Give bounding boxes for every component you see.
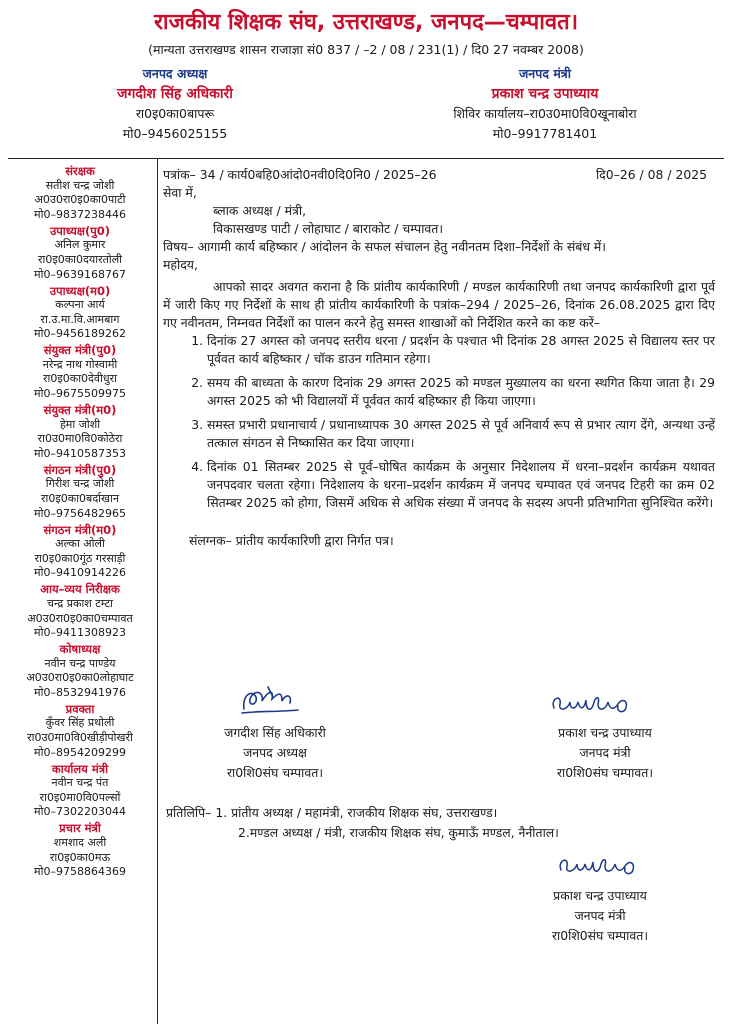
member-phone: मो0–9411308923 bbox=[34, 626, 126, 640]
member-school: रा0उ0मा0वि0खीड़ीपोखरी bbox=[27, 731, 133, 745]
member-phone: मो0–9639168767 bbox=[34, 267, 126, 281]
final-sign-org: रा0शि0संघ चम्पावत। bbox=[551, 928, 649, 943]
member-phone: मो0–9456189262 bbox=[34, 327, 126, 341]
member-name: चन्द्र प्रकाश टम्टा bbox=[47, 596, 113, 610]
secretary-signature bbox=[548, 690, 634, 718]
member-role: संगठन मंत्री(म0) bbox=[43, 522, 117, 537]
sidebar-member bbox=[6, 523, 154, 581]
member-phone: मो0–7302203044 bbox=[34, 805, 126, 819]
member-school: अ0उ0रा0इ0का0लोहाघाट bbox=[26, 671, 134, 685]
secretary-sign-org: रा0शि0संघ चम्पावत। bbox=[556, 765, 654, 780]
member-name: कुँवर सिंह प्रथोली bbox=[45, 716, 115, 730]
copy-to-line-2: 2.मण्डल अध्यक्ष / मंत्री, राजकीय शिक्षक संघ, कुमाऊँ मण्डल, नैनीताल। bbox=[238, 825, 559, 840]
member-name: हेमा जोशी bbox=[59, 417, 101, 431]
addressee-line: ब्लाक अध्यक्ष / मंत्री, bbox=[213, 203, 307, 218]
salutation: महोदय, bbox=[163, 257, 198, 272]
office-bearers-sidebar bbox=[6, 164, 154, 881]
sidebar-member bbox=[6, 702, 154, 760]
directive-item: 3. समस्त प्रभारी प्रधानाचार्य / प्रधानाध्यापक 30 अगस्त 2025 से पूर्व अनिवार्य रूप से प्रभार त्याग देंगे, अन्यथा उन्हें तत्काल संगठन से निष्कासित कर दिया जाएगा। bbox=[207, 416, 715, 452]
directive-item: 2. समय की बाध्यता के कारण दिनांक 29 अगस्त 2025 को मण्डल मुख्यालय का धरना स्थगित किया जाता है। 29 अगस्त 2025 को भी विद्यालयों में पूर्ववत कार्य बहिष्कार ही किया जाएगा। bbox=[207, 374, 715, 410]
organization-title: राजकीय शिक्षक संघ, उत्तराखण्ड, जनपद—चम्पावत। bbox=[153, 10, 579, 35]
member-role: संरक्षक bbox=[65, 164, 95, 178]
president-school: रा0इ0का0बापरू bbox=[135, 106, 215, 121]
sidebar-member bbox=[6, 343, 154, 401]
member-name: शमशाद अली bbox=[53, 836, 107, 850]
sidebar-divider bbox=[157, 159, 158, 1024]
sidebar-member bbox=[6, 821, 154, 879]
president-signature-block bbox=[195, 723, 355, 783]
recognition-line: (मान्यता उत्तराखण्ड शासन राजाज्ञा सं0 837 / –2 / 08 / 231(1) / दि0 27 नवम्बर 2008) bbox=[148, 42, 584, 57]
reference-row bbox=[163, 166, 715, 184]
member-name: नरेन्द्र नाथ गोस्वामी bbox=[42, 357, 118, 371]
member-name: नवीन चन्द्र पंत bbox=[51, 776, 109, 790]
member-phone: मो0–8954209299 bbox=[34, 745, 126, 759]
member-role: संयुक्त मंत्री(म0) bbox=[43, 403, 117, 418]
member-role: कोषाध्यक्ष bbox=[59, 642, 101, 657]
member-role: उपाध्यक्ष(म0) bbox=[49, 283, 111, 298]
member-phone: मो0–9837238446 bbox=[34, 207, 126, 221]
member-school: रा.उ.मा.वि.आमबाग bbox=[40, 312, 120, 326]
secretary-sign-title: जनपद मंत्री bbox=[579, 745, 631, 760]
member-school: रा0इ0का0मऊ bbox=[49, 850, 111, 864]
sidebar-member bbox=[6, 284, 154, 342]
letter-date: दि0–26 / 08 / 2025 bbox=[595, 167, 707, 182]
member-school: रा0उ0मा0वि0कोठेरा bbox=[37, 432, 123, 446]
member-school: रा0इ0का0गूंठ गरसाड़ी bbox=[34, 551, 126, 565]
member-role: प्रचार मंत्री bbox=[59, 821, 101, 836]
subject-line: विषय– आगामी कार्य बहिष्कार / आंदोलन के सफल संचालन हेतु नवीनतम दिशा–निर्देशों के संबंध में। bbox=[163, 239, 607, 254]
sidebar-member bbox=[6, 403, 154, 461]
member-school: रा0इ0का0देवीधुरा bbox=[43, 372, 117, 386]
secretary-sign-name: प्रकाश चन्द्र उपाध्याय bbox=[558, 725, 652, 740]
to-line: सेवा में, bbox=[163, 185, 197, 200]
header-secretary-block bbox=[420, 64, 670, 144]
member-phone: मो0–9410587353 bbox=[34, 446, 126, 460]
letter-body bbox=[163, 166, 715, 550]
member-name: अनिल कुमार bbox=[54, 238, 106, 252]
enclosure-line: संलग्नक– प्रांतीय कार्यकारिणी द्वारा निर्गत पत्र। bbox=[189, 533, 394, 548]
final-sign-name: प्रकाश चन्द्र उपाध्याय bbox=[553, 888, 647, 903]
member-role: संगठन मंत्री(पु0) bbox=[43, 462, 117, 477]
president-phone: मो0–9456025155 bbox=[122, 126, 228, 141]
member-role: आय–व्यय निरीक्षक bbox=[40, 582, 120, 597]
final-sign-title: जनपद मंत्री bbox=[574, 908, 626, 923]
member-phone: मो0–8532941976 bbox=[34, 685, 126, 699]
member-name: गिरीश चन्द्र जोशी bbox=[45, 477, 115, 491]
president-name: जगदीश सिंह अधिकारी bbox=[117, 86, 233, 102]
president-sign-title: जनपद अध्यक्ष bbox=[243, 745, 307, 760]
addressee-blocks: विकासखण्ड पाटी / लोहाघाट / बाराकोट / चम्पावत। bbox=[213, 221, 444, 236]
secretary-office: शिविर कार्यालय–रा0उ0मा0वि0खूनाबोरा bbox=[453, 106, 637, 121]
sidebar-member bbox=[6, 463, 154, 521]
header-divider bbox=[8, 158, 724, 159]
directive-item: 4. दिनांक 01 सितम्बर 2025 से पूर्व–घोषित कार्यक्रम के अनुसार निदेशालय में धरना–प्रदर्शन कार्यक्रम यथावत जनपदवार चलता रहेगा। निदेशालय के धरना–प्रदर्शन कार्यक्रम में जनपद चम्पावत एवं जनपद टिहरी का क्रम 02 सितम्बर 2025 को होगा, जिसमें अधिक से अधिक संख्या में जनपद के सदस्य अपनी प्रतिभागिता सुनिश्चित करेंगे। bbox=[207, 458, 715, 512]
president-signature bbox=[238, 683, 302, 719]
member-name: नवीन चन्द्र पाण्डेय bbox=[44, 656, 116, 670]
member-name: अल्का ओली bbox=[55, 537, 105, 551]
sidebar-member bbox=[6, 224, 154, 282]
president-role: जनपद अध्यक्ष bbox=[142, 66, 208, 81]
directives-list bbox=[163, 332, 715, 512]
president-sign-name: जगदीश सिंह अधिकारी bbox=[224, 725, 326, 740]
member-phone: मो0–9675509975 bbox=[34, 387, 126, 401]
sidebar-member bbox=[6, 762, 154, 820]
body-paragraph: आपको सादर अवगत कराना है कि प्रांतीय कार्यकारिणी / मण्डल कार्यकारिणी तथा जनपद कार्यकारिणी द्वारा पूर्व में जारी किए गए निर्देशों के साथ ही प्रांतीय कार्यकारिणी के पत्रांक–294 / 2025–26, दिनांक 26.08.2025 द्वारा दिए गए नवीनतम, निम्नवत निर्देशों का पालन करने हेतु समस्त शाखाओं को निर्देशित करने का कष्ट करें– bbox=[163, 279, 715, 330]
final-signature bbox=[555, 852, 641, 880]
sidebar-member bbox=[6, 582, 154, 640]
member-role: उपाध्यक्ष(पु0) bbox=[49, 223, 111, 238]
sidebar-member bbox=[6, 164, 154, 222]
member-phone: मो0–9758864369 bbox=[34, 865, 126, 879]
member-phone: मो0–9410914226 bbox=[34, 566, 126, 580]
secretary-phone: मो0–9917781401 bbox=[492, 126, 598, 141]
member-school: रा0इ0का0बर्दाखान bbox=[41, 492, 119, 506]
member-role: संयुक्त मंत्री(पु0) bbox=[43, 343, 117, 358]
copy-to-line-1: प्रतिलिपि– 1. प्रांतीय अध्यक्ष / महामंत्री, राजकीय शिक्षक संघ, उत्तराखण्ड। bbox=[166, 805, 498, 820]
reference-number: पत्रांक– 34 / कार्य0बहि0आंदो0नवी0दि0नि0 / 2025–26 bbox=[163, 167, 437, 182]
secretary-signature-block bbox=[530, 723, 680, 783]
sidebar-member bbox=[6, 642, 154, 700]
member-school: रा0इ0का0दयारतोली bbox=[37, 252, 123, 266]
member-phone: मो0–9756482965 bbox=[34, 506, 126, 520]
member-name: कल्पना आर्य bbox=[55, 298, 105, 312]
member-school: रा0इ0मा0वि0पल्सों bbox=[39, 790, 121, 804]
secretary-role: जनपद मंत्री bbox=[519, 66, 571, 81]
secretary-name: प्रकाश चन्द्र उपाध्याय bbox=[491, 86, 599, 102]
directive-item: 1. दिनांक 27 अगस्त को जनपद स्तरीय धरना / प्रदर्शन के पश्चात भी दिनांक 28 अगस्त 2025 से विद्यालय स्तर पर पूर्ववत कार्य बहिष्कार / चॉक डाउन गतिमान रहेगा। bbox=[207, 332, 715, 368]
final-signature-block bbox=[520, 886, 680, 946]
member-school: अ0उ0रा0इ0का0चम्पावत bbox=[27, 611, 133, 625]
member-role: कार्यालय मंत्री bbox=[51, 761, 109, 776]
copy-to-section bbox=[166, 803, 718, 843]
member-role: प्रवक्ता bbox=[65, 701, 95, 716]
member-name: सतीश चन्द्र जोशी bbox=[45, 178, 115, 192]
member-school: अ0उ0रा0इ0का0पाटी bbox=[34, 193, 126, 207]
president-sign-org: रा0शि0संघ चम्पावत। bbox=[226, 765, 324, 780]
header-president-block bbox=[60, 64, 290, 144]
